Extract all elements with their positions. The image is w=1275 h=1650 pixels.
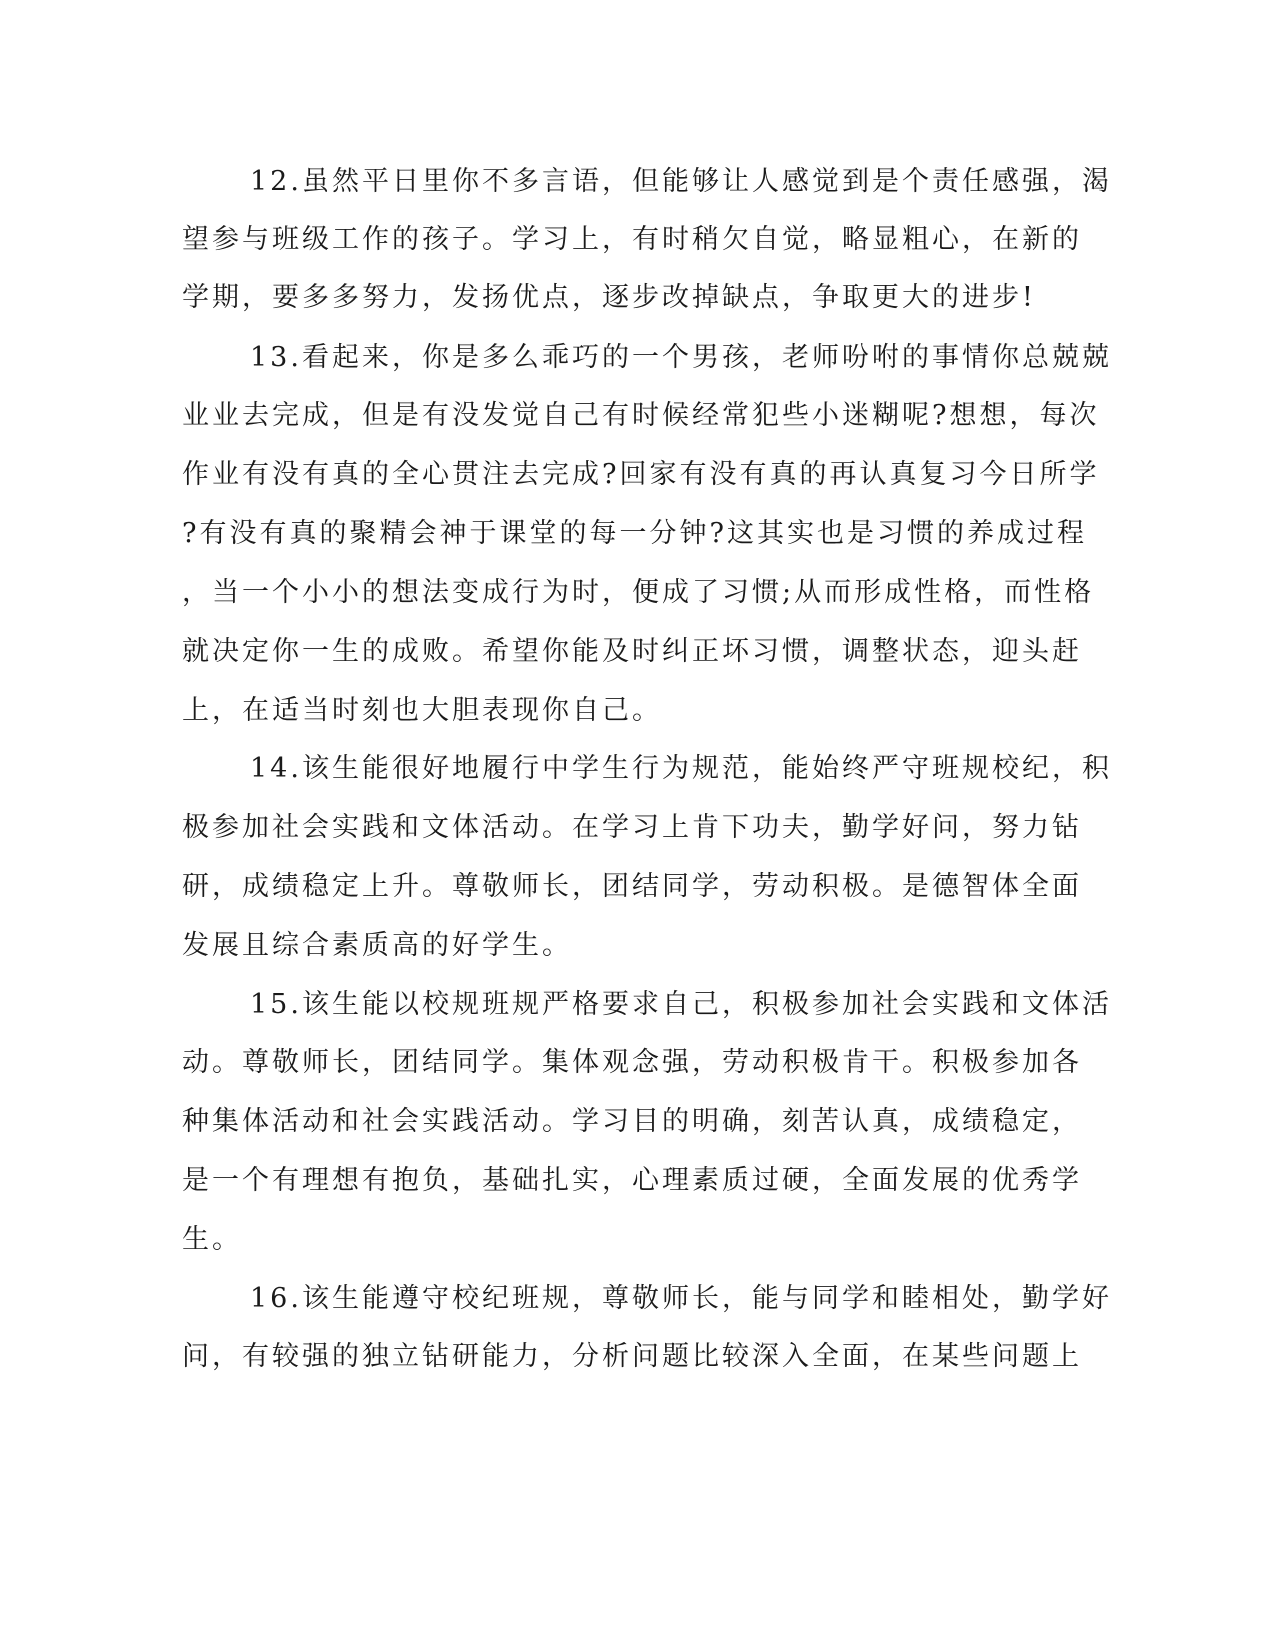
paragraph-13-line-2: 业业去完成，但是有没发觉自己有时候经常犯些小迷糊呢?想想，每次: [182, 400, 1100, 431]
paragraph-14-line-1: 14.该生能很好地履行中学生行为规范，能始终严守班规校纪，积: [250, 753, 1112, 784]
paragraph-15-line-3: 种集体活动和社会实践活动。学习目的明确，刻苦认真，成绩稳定，: [182, 1106, 1082, 1137]
paragraph-12-line-1: 12.虽然平日里你不多言语，但能够让人感觉到是个责任感强，渴: [250, 166, 1112, 197]
paragraph-14-line-3: 研，成绩稳定上升。尊敬师长，团结同学，劳动积极。是德智体全面: [182, 871, 1082, 902]
paragraph-12-line-3: 学期，要多多努力，发扬优点，逐步改掉缺点，争取更大的进步!: [182, 282, 1036, 313]
paragraph-12-line-2: 望参与班级工作的孩子。学习上，有时稍欠自觉，略显粗心，在新的: [182, 224, 1082, 255]
paragraph-13-line-4: ?有没有真的聚精会神于课堂的每一分钟?这其实也是习惯的养成过程: [182, 518, 1087, 549]
paragraph-13-line-7: 上，在适当时刻也大胆表现你自己。: [182, 695, 662, 726]
paragraph-15-line-4: 是一个有理想有抱负，基础扎实，心理素质过硬，全面发展的优秀学: [182, 1165, 1082, 1196]
paragraph-13-line-1: 13.看起来，你是多么乖巧的一个男孩，老师吩咐的事情你总兢兢: [250, 342, 1112, 373]
paragraph-15-line-5: 生。: [182, 1224, 242, 1255]
paragraph-15-line-2: 动。尊敬师长，团结同学。集体观念强，劳动积极肯干。积极参加各: [182, 1047, 1082, 1078]
paragraph-13-line-3: 作业有没有真的全心贯注去完成?回家有没有真的再认真复习今日所学: [182, 459, 1100, 490]
paragraph-14-line-2: 极参加社会实践和文体活动。在学习上肯下功夫，勤学好问，努力钻: [182, 812, 1082, 843]
paragraph-13-line-6: 就决定你一生的成败。希望你能及时纠正坏习惯，调整状态，迎头赶: [182, 636, 1082, 667]
paragraph-14-line-4: 发展且综合素质高的好学生。: [182, 930, 572, 961]
paragraph-16-line-1: 16.该生能遵守校纪班规，尊敬师长，能与同学和睦相处，勤学好: [250, 1283, 1112, 1314]
paragraph-16-line-2: 问，有较强的独立钻研能力，分析问题比较深入全面，在某些问题上: [182, 1341, 1082, 1372]
paragraph-13-line-5: ，当一个小小的想法变成行为时，便成了习惯;从而形成性格，而性格: [182, 577, 1095, 608]
paragraph-15-line-1: 15.该生能以校规班规严格要求自己，积极参加社会实践和文体活: [250, 989, 1112, 1020]
